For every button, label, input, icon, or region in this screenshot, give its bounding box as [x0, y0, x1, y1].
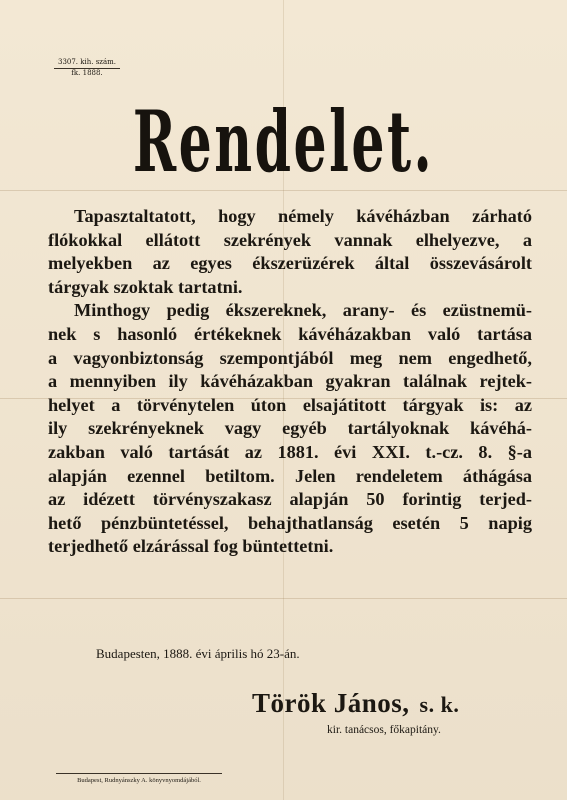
body-line: az idézett törvényszakasz alapján 50 forintig terjed-	[48, 489, 532, 510]
signature-block	[252, 688, 459, 719]
body-line: a vagyonbiztonság szempontjából meg nem engedhető,	[48, 347, 532, 368]
body-line: Minthogy pedig ékszereknek, arany- és ezüstnemü-	[74, 300, 532, 321]
body-line: ily szekrényeknek vagy egyéb tartályoknak kávéhá-	[48, 418, 532, 439]
body-line: flókokkal ellátott szekrények vannak elhelyezve, a	[48, 229, 532, 250]
reference-number	[54, 58, 120, 78]
body-line: Tapasztaltatott, hogy némely kávéházban zárható	[74, 206, 532, 226]
body-line: terjedhető elzárással fog büntettetni.	[48, 536, 334, 557]
signer-name: Török János,	[252, 688, 410, 718]
reference-line-2: fk. 1888.	[71, 69, 103, 77]
decree-body	[48, 205, 532, 559]
body-line: a mennyiben ily kávéházakban gyakran találnak rejtek-	[48, 371, 532, 392]
body-line: melyekben az egyes ékszerüzérek által összevásárolt	[48, 253, 532, 274]
body-line: hető pénzbüntetéssel, behajthatlanság esetén 5 napig	[48, 512, 532, 533]
decree-date: Budapesten, 1888. évi április hó 23-án.	[96, 646, 300, 661]
body-line: nek s hasonló értékeknek kávéházakban való tartása	[48, 323, 532, 344]
body-line: helyet a törvénytelen úton elsajátitott tárgyak is: az	[48, 394, 532, 415]
signer-title: kir. tanácsos, főkapitány.	[327, 724, 441, 736]
decree-title: Rendelet.	[132, 92, 435, 191]
body-line: alapján ezennel betiltom. Jelen rendeletem áthágása	[48, 465, 532, 486]
body-line: zakban való tartását az 1881. évi XXI. t.-cz. 8. §-a	[48, 441, 532, 462]
printer-imprint: Budapest, Rudnyánszky A. könyvnyomdájából.	[56, 773, 222, 784]
signer-suffix: s. k.	[419, 692, 460, 717]
reference-line-1: 3307. kih. szám.	[54, 58, 120, 69]
body-line: tárgyak szoktak tartatni.	[48, 276, 243, 297]
